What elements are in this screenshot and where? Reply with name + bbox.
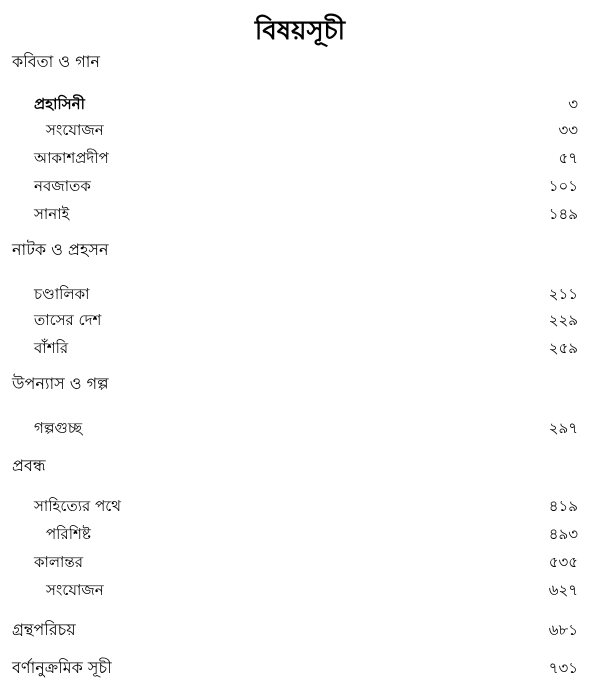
entry-title: তাসের দেশ — [34, 311, 102, 329]
entry-page: ৬৮১ — [548, 621, 578, 639]
entry-title: চণ্ডালিকা — [34, 285, 90, 303]
entry-page: ২২৯ — [548, 311, 578, 329]
entry-page: ২৫৯ — [548, 339, 578, 357]
toc-entry — [0, 550, 600, 574]
entry-page: ৬২৭ — [548, 581, 578, 599]
entry-page: ৩৩ — [558, 121, 578, 139]
entry-page: ৪১৯ — [548, 497, 578, 515]
toc-entry — [0, 416, 600, 440]
toc-entry — [0, 202, 600, 226]
toc-entry — [0, 282, 600, 306]
entry-page: ১০১ — [548, 177, 578, 195]
toc-entry — [0, 174, 600, 198]
entry-title: পরিশিষ্ট — [46, 525, 91, 543]
section-label: কবিতা ও গান — [12, 52, 100, 71]
toc-entry — [0, 656, 600, 680]
entry-page: ১৪৯ — [548, 205, 578, 223]
entry-title: গল্পগুচ্ছ — [34, 419, 83, 437]
entry-title: বর্ণানুক্রমিক সূচী — [12, 658, 112, 677]
entry-page: ২৯৭ — [548, 419, 578, 437]
section-heading — [0, 372, 600, 396]
entry-page: ৩ — [568, 95, 578, 113]
toc-entry — [0, 146, 600, 170]
toc-entry — [0, 92, 600, 116]
toc-entry — [0, 336, 600, 360]
section-heading — [0, 50, 600, 74]
entry-title: সংযোজন — [46, 121, 104, 139]
entry-title: নবজাতক — [34, 177, 91, 195]
section-heading — [0, 454, 600, 478]
entry-page: ৫৩৫ — [548, 553, 578, 571]
entry-title: আকাশপ্রদীপ — [34, 149, 109, 167]
entry-page: ২১১ — [548, 285, 578, 303]
section-label: নাটক ও প্রহসন — [12, 240, 109, 259]
page-title: বিষয়সূচী — [254, 16, 346, 46]
entry-title: প্রহাসিনী — [34, 95, 85, 113]
entry-page: ৭৩১ — [548, 659, 578, 677]
entry-title: বাঁশরি — [34, 339, 69, 357]
toc-entry — [0, 118, 600, 142]
section-heading — [0, 238, 600, 262]
section-label: উপন্যাস ও গল্প — [12, 374, 109, 393]
toc-entry — [0, 522, 600, 546]
toc-entry — [0, 578, 600, 602]
entry-title: গ্রন্থপরিচয় — [12, 620, 76, 639]
entry-page: ৫৭ — [558, 149, 578, 167]
toc-entry — [0, 618, 600, 642]
entry-title: কালান্তর — [34, 553, 83, 571]
toc-entry — [0, 494, 600, 518]
entry-title: সাহিত্যের পথে — [34, 497, 122, 515]
entry-title: সংযোজন — [46, 581, 104, 599]
entry-title: সানাই — [34, 205, 70, 223]
toc-entry — [0, 308, 600, 332]
entry-page: ৪৯৩ — [548, 525, 578, 543]
section-label: প্রবন্ধ — [12, 456, 46, 475]
